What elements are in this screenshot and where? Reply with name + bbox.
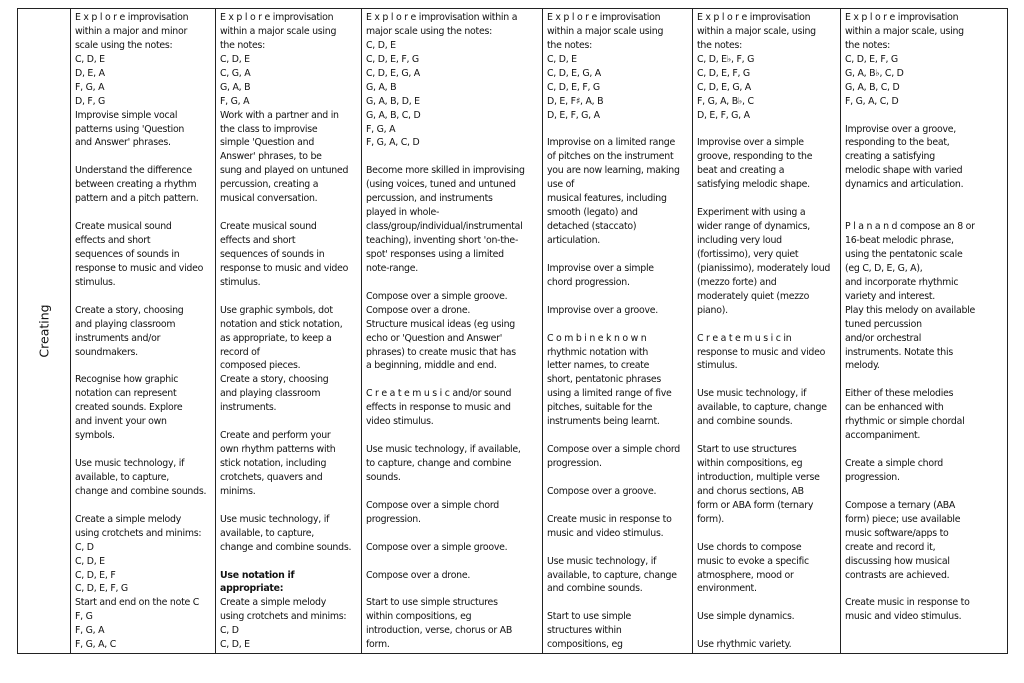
text-line: pitches, suitable for the xyxy=(547,402,653,414)
text-line: class/group/individual/instrumental xyxy=(366,221,523,233)
text-line: Create music in response to xyxy=(845,597,970,609)
spacer xyxy=(697,527,837,541)
text-line: and combine sounds. xyxy=(697,416,793,428)
text-line: patterns using 'Question xyxy=(75,123,185,135)
text-line: E x p l o r e improvisation within a xyxy=(366,12,518,23)
text-line: response to music and video xyxy=(75,262,204,274)
text-line: musical features, including xyxy=(547,193,667,205)
text-line: spot' responses using a limited xyxy=(366,248,504,260)
spacer xyxy=(75,359,212,373)
text-line: G, A, B, C, D xyxy=(366,109,421,121)
spacer xyxy=(845,582,1006,596)
text-line: Create a story, choosing xyxy=(220,374,329,386)
text-line: Recognise how graphic xyxy=(75,374,179,386)
text-line: Answer' phrases, to be xyxy=(220,151,322,163)
text-line: form). xyxy=(697,513,724,525)
text-line: compositions, eg xyxy=(547,639,623,651)
text-line: piano). xyxy=(697,304,728,316)
text-line: environment. xyxy=(697,583,757,595)
year-column-1 xyxy=(70,9,215,653)
text-line: available, to capture, xyxy=(75,471,170,483)
text-line: variety and interest. xyxy=(845,290,936,302)
text-line: C r e a t e m u s i c in xyxy=(697,332,792,344)
column-6-content xyxy=(845,11,1006,653)
text-line: and/or orchestral xyxy=(845,332,922,344)
year-column-4 xyxy=(542,9,692,653)
text-line: E x p l o r e improvisation xyxy=(697,12,811,23)
text-line: Use music technology, if xyxy=(220,513,330,525)
text-line: C, D, E, F, G xyxy=(75,583,128,595)
text-line: music software/apps to xyxy=(845,527,949,539)
text-line: within a major scale using xyxy=(547,25,664,37)
year-column-6 xyxy=(840,9,1009,653)
text-line: progression. xyxy=(845,471,900,483)
row-label: Creating xyxy=(36,304,52,358)
text-line: create and record it, xyxy=(845,541,936,553)
text-line: Work with a partner and in xyxy=(220,109,339,121)
spacer xyxy=(845,192,1006,206)
text-line: D, E, A xyxy=(75,67,105,79)
text-line: F, G xyxy=(75,611,93,623)
text-line: between creating a rhythm xyxy=(75,179,197,191)
text-line: within compositions, eg xyxy=(366,611,472,623)
text-line: using crotchets and minims: xyxy=(220,611,347,623)
text-line: G, A, B, C, D xyxy=(845,81,900,93)
text-line: (pianissimo), moderately loud xyxy=(697,262,831,274)
text-line: atmosphere, mood or xyxy=(697,569,794,581)
text-line: simple 'Question and xyxy=(220,137,315,149)
text-line: to capture, change and combine xyxy=(366,458,512,469)
text-line: major scale using the notes: xyxy=(366,25,493,37)
text-line: detached (staccato) xyxy=(547,221,637,233)
text-line: Use rhythmic variety. xyxy=(697,639,792,651)
text-line: Create a simple melody xyxy=(220,597,327,609)
year-column-3 xyxy=(361,9,542,653)
text-line: Compose over a drone. xyxy=(366,304,471,316)
text-line: stimulus. xyxy=(75,276,116,288)
text-line: available, to capture, change xyxy=(547,569,677,581)
text-line: music and video stimulus. xyxy=(845,611,962,623)
text-line: Improvise simple vocal xyxy=(75,109,178,121)
text-line: record of xyxy=(220,346,260,358)
text-line: introduction, verse, chorus or AB xyxy=(366,625,513,637)
text-line: available, to capture, xyxy=(220,527,315,539)
text-line: satisfying melodic shape. xyxy=(697,179,810,191)
text-line: G, A, B xyxy=(366,81,397,93)
text-line: composed pieces. xyxy=(220,360,301,372)
text-line: C, D, E, G, A xyxy=(366,67,420,79)
text-line: creating a satisfying xyxy=(845,151,935,163)
text-line: and playing classroom xyxy=(75,318,176,330)
text-line: letter names, to create xyxy=(547,360,650,372)
spacer xyxy=(697,429,837,443)
text-line: G, A, B, D, E xyxy=(366,95,420,107)
text-line: within a major scale, using xyxy=(845,25,964,37)
text-line: effects and short xyxy=(75,235,151,246)
spacer xyxy=(220,415,358,429)
text-line: Create music in response to xyxy=(547,513,672,525)
text-line: C, D, E xyxy=(75,555,105,567)
spacer xyxy=(547,541,689,555)
spacer xyxy=(547,248,689,262)
spacer xyxy=(366,527,539,541)
text-line: short, pentatonic phrases xyxy=(547,374,662,386)
text-line: D, E, F♯, A, B xyxy=(547,95,604,107)
text-line: Start to use structures xyxy=(697,444,797,456)
text-line: instruments and/or xyxy=(75,332,161,344)
spacer xyxy=(75,290,212,304)
text-line: D, F, G xyxy=(75,95,106,107)
text-line: available, to capture, change xyxy=(697,402,827,414)
text-line: Compose over a simple chord xyxy=(547,444,680,456)
text-line: rhythmic or simple chordal xyxy=(845,416,965,428)
text-line: chord progression. xyxy=(547,276,630,288)
text-line: Use music technology, if xyxy=(75,458,185,469)
text-line: form) piece; use available xyxy=(845,513,961,525)
text-line: Improvise over a groove, xyxy=(845,123,956,135)
spacer xyxy=(220,555,358,569)
text-line: the notes: xyxy=(697,39,743,51)
text-line: Create musical sound xyxy=(75,221,172,233)
text-line: beat and creating a xyxy=(697,165,785,177)
row-label-cell xyxy=(18,9,70,653)
text-line: Start to use simple xyxy=(547,611,632,623)
text-line: Create musical sound xyxy=(220,221,317,233)
spacer xyxy=(697,192,837,206)
spacer xyxy=(845,443,1006,457)
spacer xyxy=(547,429,689,443)
text-line: Use chords to compose xyxy=(697,541,802,553)
text-line: progression. xyxy=(547,458,602,469)
spacer xyxy=(75,499,212,513)
text-line: use of xyxy=(547,179,575,191)
text-line: accompaniment. xyxy=(845,430,921,442)
text-line: G, A, B♭, C, D xyxy=(845,67,904,79)
text-line: C, D, E xyxy=(366,39,396,51)
text-line: F, G, A xyxy=(366,123,396,135)
text-line: form. xyxy=(366,639,390,651)
text-line: crotchets, quavers and xyxy=(220,471,323,483)
text-line: note-range. xyxy=(366,262,418,274)
spacer xyxy=(75,150,212,164)
text-line: the class to improvise xyxy=(220,123,318,135)
spacer xyxy=(366,276,539,290)
text-line: using a limited range of five xyxy=(547,388,672,400)
text-line: own rhythm patterns with xyxy=(220,444,336,456)
text-line: echo or 'Question and Answer' xyxy=(366,332,503,344)
text-line: progression. xyxy=(366,513,421,525)
spacer xyxy=(697,123,837,137)
text-line: Improvise over a simple xyxy=(547,262,654,274)
text-line: change and combine sounds. xyxy=(75,485,207,497)
year-column-5 xyxy=(692,9,840,653)
text-line: Use simple dynamics. xyxy=(697,611,795,623)
text-line: articulation. xyxy=(547,235,601,246)
text-line: notation can represent xyxy=(75,388,177,400)
text-line: C, D, E, F, G xyxy=(366,53,419,65)
text-line: structures within xyxy=(547,625,622,637)
text-line: Structure musical ideas (eg using xyxy=(366,318,516,330)
text-line: you are now learning, making xyxy=(547,165,680,177)
text-line: F, G, A, C, D xyxy=(366,137,420,149)
text-line: including very loud xyxy=(697,235,782,246)
text-line: contrasts are achieved. xyxy=(845,569,950,581)
text-line: Compose a ternary (ABA xyxy=(845,499,956,511)
text-line: soundmakers. xyxy=(75,346,138,358)
text-line: Create a story, choosing xyxy=(75,304,184,316)
text-line: tuned percussion xyxy=(845,318,922,330)
spacer xyxy=(547,318,689,332)
text-line: Start to use simple structures xyxy=(366,597,498,609)
text-line: moderately quiet (mezzo xyxy=(697,290,810,302)
text-line: Either of these melodies xyxy=(845,388,954,400)
text-line: the notes: xyxy=(547,39,593,51)
spacer xyxy=(845,485,1006,499)
text-line: stimulus. xyxy=(220,276,261,288)
text-line: change and combine sounds. xyxy=(220,541,352,553)
text-line: Play this melody on available xyxy=(845,304,976,316)
text-line: the notes: xyxy=(845,39,891,51)
text-line: (fortissimo), very quiet xyxy=(697,248,799,260)
text-line: of pitches on the instrument xyxy=(547,151,674,163)
column-2-content xyxy=(220,11,358,653)
text-line: Improvise over a groove. xyxy=(547,304,658,316)
text-line: created sounds. Explore xyxy=(75,402,183,414)
column-1-content xyxy=(75,11,212,653)
text-line: percussion, and instruments xyxy=(366,193,493,205)
text-line: Use music technology, if xyxy=(697,388,807,400)
spacer xyxy=(366,150,539,164)
spacer xyxy=(845,206,1006,220)
text-line: within a major scale, using xyxy=(697,25,816,37)
text-line: P l a n a n d compose an 8 or xyxy=(845,221,975,233)
text-line: F, G, A, C xyxy=(75,639,116,651)
text-line: Use music technology, if xyxy=(547,555,657,567)
spacer xyxy=(547,499,689,513)
column-3-content xyxy=(366,11,539,653)
text-line: Start and end on the note C xyxy=(75,597,200,609)
text-line: Compose over a simple groove. xyxy=(366,290,508,302)
text-line: Improvise over a simple xyxy=(697,137,804,149)
text-line: Understand the difference xyxy=(75,165,192,177)
text-line: C o m b i n e k n o w n xyxy=(547,332,647,344)
text-line: F, G, A, B♭, C xyxy=(697,95,754,107)
text-line: instruments being learnt. xyxy=(547,416,660,428)
text-line: C, D xyxy=(220,625,239,637)
spacer xyxy=(75,206,212,220)
text-line: within compositions, eg xyxy=(697,458,803,469)
spacer xyxy=(547,471,689,485)
spacer xyxy=(697,596,837,610)
text-line: D, E, F, G, A xyxy=(697,109,750,121)
text-line: stick notation, including xyxy=(220,458,327,469)
spacer xyxy=(547,123,689,137)
text-line: Become more skilled in improvising xyxy=(366,165,525,177)
text-line: G, A, B xyxy=(220,81,251,93)
spacer xyxy=(366,429,539,443)
text-line: F, G, A, C, D xyxy=(845,95,899,107)
text-line: C, D, E, G, A xyxy=(697,81,751,93)
text-line: Use graphic symbols, dot xyxy=(220,304,333,316)
spacer xyxy=(220,499,358,513)
text-line: Use notation if xyxy=(220,569,295,581)
spacer xyxy=(697,373,837,387)
text-line: effects and short xyxy=(220,235,296,246)
spacer xyxy=(697,624,837,638)
spacer xyxy=(845,373,1006,387)
text-line: introduction, multiple verse xyxy=(697,471,820,483)
text-line: teaching), inventing short 'on-the- xyxy=(366,235,519,246)
spacer xyxy=(366,555,539,569)
text-line: wider range of dynamics, xyxy=(697,221,811,233)
text-line: C, D, E xyxy=(220,53,250,65)
text-line: instruments. Notate this xyxy=(845,346,953,358)
text-line: C, D, E, F, G xyxy=(697,67,750,79)
text-line: sung and played on untuned xyxy=(220,165,349,177)
spacer xyxy=(547,290,689,304)
text-line: effects in response to music and xyxy=(366,402,511,414)
text-line: C r e a t e m u s i c and/or sound xyxy=(366,388,512,400)
text-line: response to music and video xyxy=(220,262,349,274)
text-line: rhythmic notation with xyxy=(547,346,649,358)
column-4-content xyxy=(547,11,689,653)
text-line: Improvise on a limited range xyxy=(547,137,675,149)
spacer xyxy=(366,582,539,596)
text-line: D, E, F, G, A xyxy=(547,109,600,121)
text-line: minims. xyxy=(220,485,256,497)
spacer xyxy=(366,373,539,387)
curriculum-table xyxy=(17,8,1008,654)
text-line: melodic shape with varied xyxy=(845,165,963,177)
text-line: and invent your own xyxy=(75,416,167,428)
text-line: C, D, E, G, A xyxy=(547,67,601,79)
text-line: music and video stimulus. xyxy=(547,527,664,539)
spacer xyxy=(547,596,689,610)
text-line: within a major scale using xyxy=(220,25,337,37)
text-line: appropriate: xyxy=(220,583,284,595)
text-line: Create a simple chord xyxy=(845,458,944,469)
text-line: groove, responding to the xyxy=(697,151,813,163)
text-line: percussion, creating a xyxy=(220,179,319,191)
text-line: C, D, E♭, F, G xyxy=(697,53,755,65)
text-line: Create a simple melody xyxy=(75,513,182,525)
spacer xyxy=(220,206,358,220)
text-line: using crotchets and minims: xyxy=(75,527,202,539)
text-line: sounds. xyxy=(366,471,401,483)
text-line: discussing how musical xyxy=(845,555,950,567)
text-line: and Answer' phrases. xyxy=(75,137,171,149)
spacer xyxy=(366,485,539,499)
text-line: E x p l o r e improvisation xyxy=(547,12,661,23)
text-line: (using voices, tuned and untuned xyxy=(366,179,516,191)
text-line: 16-beat melodic phrase, xyxy=(845,235,954,246)
text-line: Create and perform your xyxy=(220,430,331,442)
text-line: C, D, E, F, G xyxy=(845,53,898,65)
text-line: notation and stick notation, xyxy=(220,318,343,330)
text-line: a beginning, middle and end. xyxy=(366,360,497,372)
text-line: Compose over a drone. xyxy=(366,569,471,581)
text-line: form or ABA form (ternary xyxy=(697,499,814,511)
text-line: (mezzo forte) and xyxy=(697,276,777,288)
text-line: F, G, A xyxy=(75,81,105,93)
column-5-content xyxy=(697,11,837,653)
text-line: E x p l o r e improvisation xyxy=(220,12,334,23)
year-column-2 xyxy=(215,9,361,653)
text-line: C, D, E, F, G xyxy=(547,81,600,93)
text-line: sequences of sounds in xyxy=(75,248,180,260)
text-line: Experiment with using a xyxy=(697,207,806,219)
text-line: symbols. xyxy=(75,430,115,442)
text-line: within a major and minor xyxy=(75,25,188,37)
spacer xyxy=(220,290,358,304)
text-line: can be enhanced with xyxy=(845,402,944,414)
text-line: E x p l o r e improvisation xyxy=(75,12,189,23)
spacer xyxy=(697,318,837,332)
text-line: using the pentatonic scale xyxy=(845,248,963,260)
text-line: Compose over a simple chord xyxy=(366,499,499,511)
text-line: dynamics and articulation. xyxy=(845,179,964,191)
text-line: pattern and a pitch pattern. xyxy=(75,193,199,205)
text-line: Use music technology, if available, xyxy=(366,444,521,456)
text-line: instruments. xyxy=(220,402,277,414)
text-line: (eg C, D, E, G, A), xyxy=(845,262,923,274)
text-line: C, D, E xyxy=(75,53,105,65)
text-line: and incorporate rhythmic xyxy=(845,276,959,288)
text-line: E x p l o r e improvisation xyxy=(845,12,959,23)
text-line: response to music and video xyxy=(697,346,826,358)
spacer xyxy=(845,109,1006,123)
text-line: smooth (legato) and xyxy=(547,207,638,219)
text-line: musical conversation. xyxy=(220,193,318,205)
text-line: Compose over a groove. xyxy=(547,485,657,497)
text-line: responding to the beat, xyxy=(845,137,950,149)
text-line: and playing classroom xyxy=(220,388,321,400)
text-line: phrases) to create music that has xyxy=(366,346,516,358)
text-line: video stimulus. xyxy=(366,416,434,428)
text-line: and chorus sections, AB xyxy=(697,485,804,497)
text-line: C, G, A xyxy=(220,67,251,79)
text-line: the notes: xyxy=(220,39,266,51)
text-line: C, D, E xyxy=(220,639,250,651)
spacer xyxy=(75,443,212,457)
text-line: and combine sounds. xyxy=(547,583,643,595)
text-line: music to evoke a specific xyxy=(697,555,809,567)
text-line: stimulus. xyxy=(697,360,738,372)
text-line: as appropriate, to keep a xyxy=(220,332,332,344)
text-line: scale using the notes: xyxy=(75,39,173,51)
text-line: melody. xyxy=(845,360,880,372)
text-line: F, G, A xyxy=(75,625,105,637)
text-line: Compose over a simple groove. xyxy=(366,541,508,553)
text-line: sequences of sounds in xyxy=(220,248,325,260)
text-line: C, D, E, F xyxy=(75,569,116,581)
text-line: played in whole- xyxy=(366,207,440,219)
text-line: F, G, A xyxy=(220,95,250,107)
text-line: C, D xyxy=(75,541,94,553)
text-line: C, D, E xyxy=(547,53,577,65)
